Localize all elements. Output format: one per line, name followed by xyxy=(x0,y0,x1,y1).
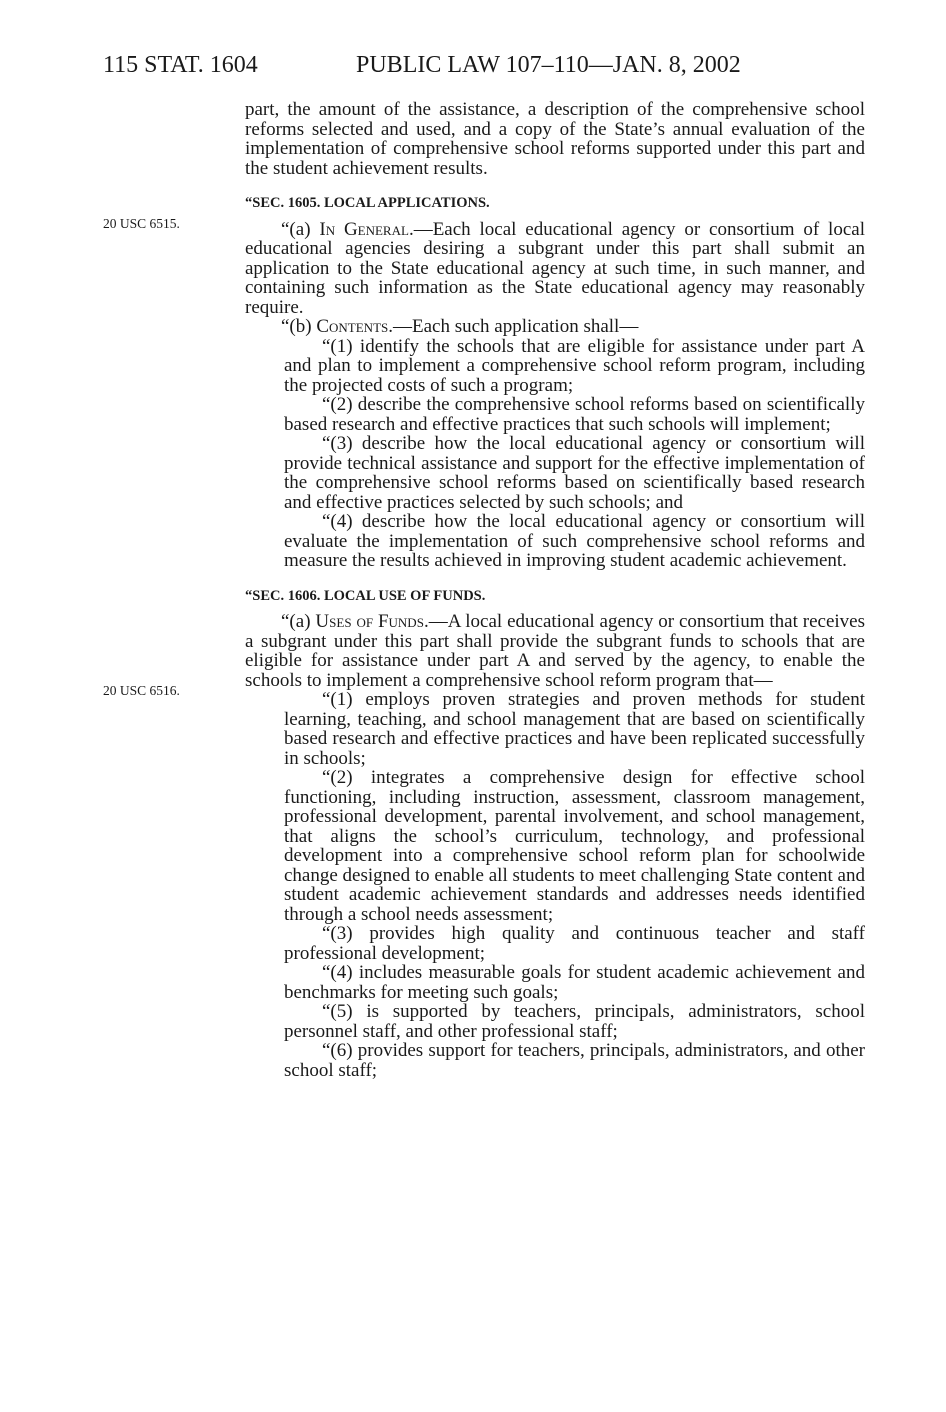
section-1606-a-item-3: “(3) provides high quality and continuous teacher and staff professional development; xyxy=(284,923,865,964)
section-1605-b-item-4: “(4) describe how the local educational agency or consortium will evaluate the implementation of such comprehensive school reforms and measure the results achieved in improving student academic achievement. xyxy=(284,511,865,571)
section-1605-a xyxy=(245,220,865,318)
section-1605-b-item-3: “(3) describe how the local educational agency or consortium will provide technical assistance and support for the effective implementation of the comprehensive school reforms based on scientifically based research and effective practices selected by such schools; and xyxy=(284,433,865,513)
section-1605-b xyxy=(245,317,865,337)
section-1606-a-item-1: “(1) employs proven strategies and proven methods for student learning, teaching, and school management that are based on scientifically based research and effective practices and have been replicated successfully in schools; xyxy=(284,689,865,769)
section-1605-b-item-2: “(2) describe the comprehensive school reforms based on scientifically based research and effective practices that such schools will implement; xyxy=(284,394,865,435)
margin-note-usc-6515: 20 USC 6515. xyxy=(103,216,180,231)
section-1606-a-label: Uses of Funds xyxy=(315,611,424,632)
page-header xyxy=(103,52,863,82)
stat-page-number: 115 STAT. 1604 xyxy=(103,52,258,78)
section-1605-b-label: Contents xyxy=(316,316,389,337)
section-1605-a-open: “(a) xyxy=(281,218,320,240)
section-1606-a-text: .—A local educational agency or consortium that receives a subgrant under this part shall provide the subgrant funds to schools that are eligible for assistance under part A and served by the agency, to enable the schools to implement a comprehensive school reform program that— xyxy=(245,611,865,691)
section-1606-a-open: “(a) xyxy=(281,611,316,632)
intro-paragraph: part, the amount of the assistance, a description of the comprehensive school reforms selected and used, and a copy of the State’s annual evaluation of the implementation of comprehensive school reforms supported under this part and the student achievement results. xyxy=(245,99,865,179)
section-1606-a-item-2: “(2) integrates a comprehensive design for effective school functioning, including instruction, assessment, classroom management, professional development, parental involvement, and school management, that aligns the school’s curriculum, technology, and professional development into a comprehensive school reform plan for schoolwide change designed to enable all students to meet challenging State content and student academic achievement standards and addresses needs identified through a school needs assessment; xyxy=(284,767,865,925)
public-law-title: PUBLIC LAW 107–110—JAN. 8, 2002 xyxy=(356,52,741,78)
section-1606-a-item-6: “(6) provides support for teachers, principals, administrators, and other school staff; xyxy=(284,1040,865,1081)
section-1605-b-text: .—Each such application shall— xyxy=(388,316,639,337)
section-1605-b-item-1: “(1) identify the schools that are eligible for assistance under part A and plan to implement a comprehensive school reform program, including the projected costs of such a program; xyxy=(284,335,865,396)
section-1606-a xyxy=(245,612,865,690)
document-body xyxy=(245,100,865,1080)
margin-note-usc-6516: 20 USC 6516. xyxy=(103,683,180,698)
section-1606-a-item-5: “(5) is supported by teachers, principals, administrators, school personnel staff, and other professional staff; xyxy=(284,1001,865,1042)
section-1605-heading: “SEC. 1605. LOCAL APPLICATIONS. xyxy=(245,195,490,211)
section-1605-b-open: “(b) xyxy=(281,316,317,337)
section-1606-a-item-4: “(4) includes measurable goals for student academic achievement and benchmarks for meeting such goals; xyxy=(284,962,865,1003)
section-1606-heading: “SEC. 1606. LOCAL USE OF FUNDS. xyxy=(245,587,486,604)
section-1605-a-label: In General xyxy=(319,218,409,240)
section-1605-a-text: .—Each local educational agency or consortium of local educational agencies desiring a subgrant under this part shall submit an application to the State educational agency at such time, in such manner, and containing such information as the State educational agency may reasonably require. xyxy=(245,218,865,318)
